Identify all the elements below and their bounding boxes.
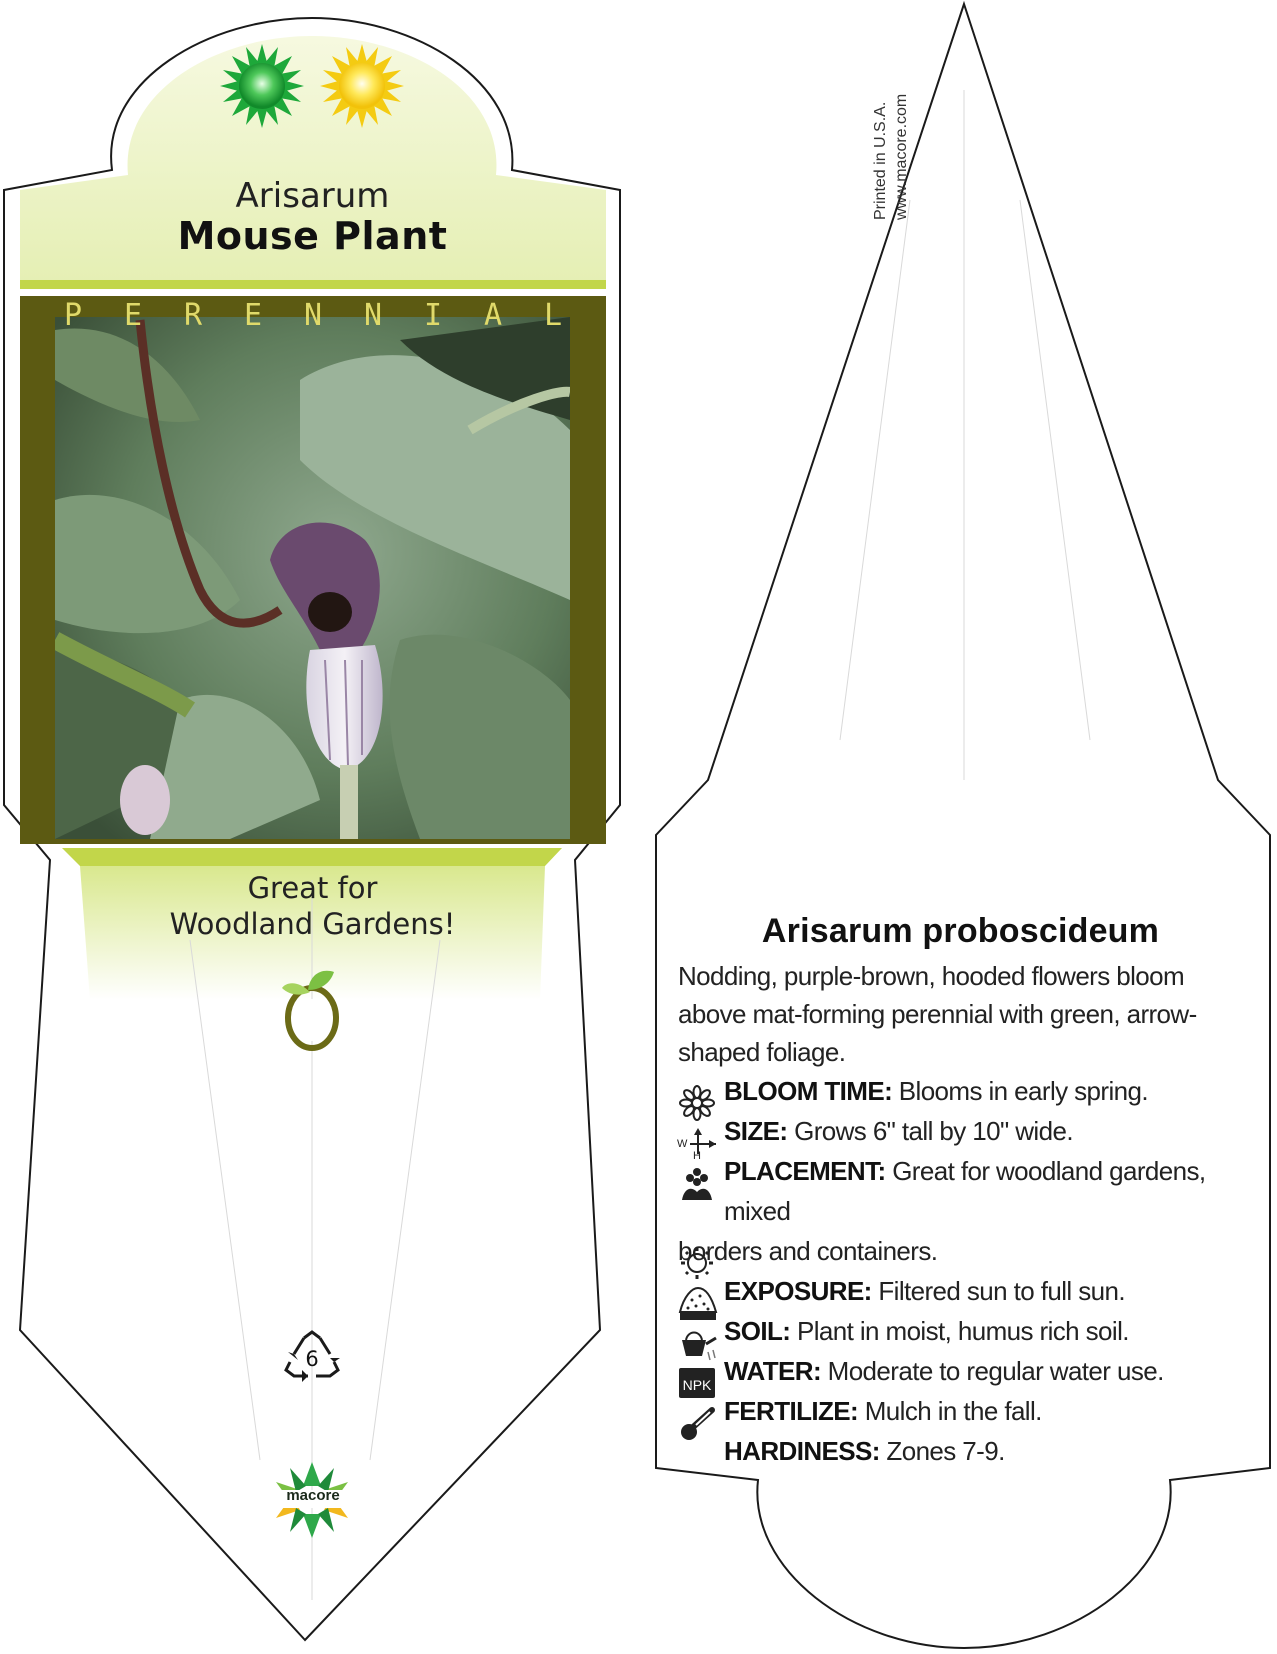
info-label: SIZE: xyxy=(724,1116,788,1146)
plant-photo xyxy=(55,317,570,845)
description: Nodding, purple-brown, hooded flowers bloom above mat-forming perennial with green, arrow-shaped foliage. xyxy=(678,961,1197,1067)
info-text: Zones 7-9. xyxy=(886,1436,1005,1466)
info-text: Blooms in early spring. xyxy=(898,1076,1148,1106)
size-icon-width-letter: W xyxy=(677,1138,688,1150)
common-name: Mouse Plant xyxy=(177,214,448,258)
info-label: BLOOM TIME: xyxy=(724,1076,893,1106)
info-label: HARDINESS: xyxy=(724,1436,880,1466)
partial-sun-icon xyxy=(220,44,304,128)
category-letter: E xyxy=(123,298,143,333)
info-text: Plant in moist, humus rich soil. xyxy=(796,1316,1129,1346)
info-label: SOIL: xyxy=(724,1316,791,1346)
category-letter: P xyxy=(63,298,83,333)
category-letter: A xyxy=(483,298,503,333)
care-info xyxy=(678,912,1243,1471)
tagline xyxy=(120,870,505,942)
printed-in: Printed in U.S.A. xyxy=(872,101,889,220)
info-placement xyxy=(678,1151,1243,1271)
info-text-continued: borders and containers. xyxy=(678,1236,938,1266)
npk-text: NPK xyxy=(682,1377,712,1393)
category-letter: E xyxy=(243,298,263,333)
info-label: FERTILIZE: xyxy=(724,1396,859,1426)
info-bloom-time xyxy=(678,1071,1243,1111)
full-sun-icon xyxy=(320,44,404,128)
info-label: EXPOSURE: xyxy=(724,1276,872,1306)
info-soil xyxy=(678,1311,1243,1351)
category-label xyxy=(58,298,568,333)
category-letter: R xyxy=(183,298,203,333)
botanical-name: Arisarum proboscideum xyxy=(761,912,1160,950)
info-label: WATER: xyxy=(724,1356,822,1386)
printed-note xyxy=(870,0,912,220)
info-size xyxy=(678,1111,1243,1151)
info-text: Great for woodland gardens, mixed xyxy=(724,1156,1206,1226)
brand-name: macore xyxy=(286,1487,340,1504)
info-text: Mulch in the fall. xyxy=(864,1396,1042,1426)
info-hardiness xyxy=(678,1431,1243,1471)
info-fertilize xyxy=(678,1391,1243,1431)
recycle-number: 6 xyxy=(305,1347,319,1371)
info-exposure xyxy=(678,1271,1243,1311)
tagline-line1: Great for xyxy=(247,871,378,905)
info-text: Grows 6" tall by 10" wide. xyxy=(794,1116,1073,1146)
category-letter: N xyxy=(303,298,323,333)
size-icon-height-letter: H xyxy=(693,1150,701,1162)
info-text: Filtered sun to full sun. xyxy=(878,1276,1125,1306)
category-letter: I xyxy=(423,298,443,333)
genus-name: Arisarum xyxy=(235,176,390,216)
website: www.macore.com xyxy=(893,93,910,220)
info-water xyxy=(678,1351,1243,1391)
tagline-line2: Woodland Gardens! xyxy=(169,907,456,941)
category-letter: L xyxy=(543,298,563,333)
info-label: PLACEMENT: xyxy=(724,1156,886,1186)
category-letter: N xyxy=(363,298,383,333)
care-list xyxy=(678,1071,1243,1471)
info-text: Moderate to regular water use. xyxy=(827,1356,1164,1386)
